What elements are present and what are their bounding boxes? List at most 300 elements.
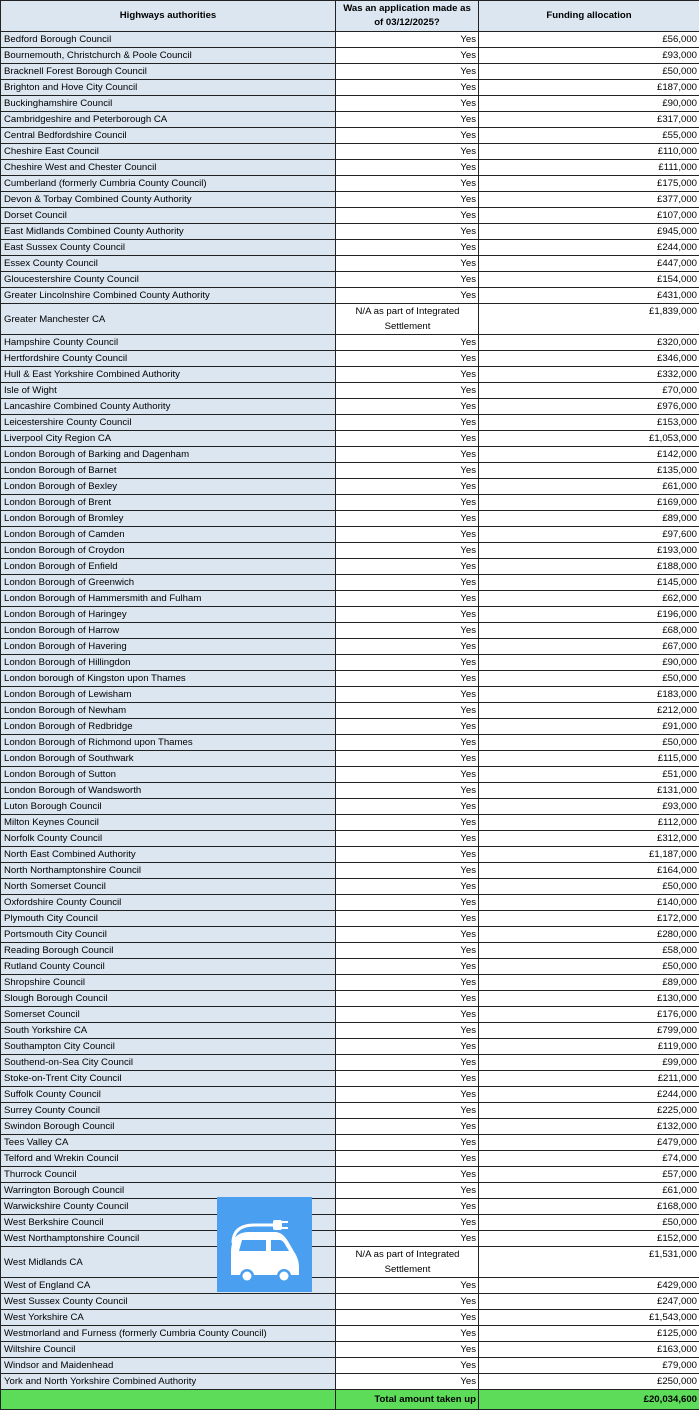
table-row xyxy=(1,1023,699,1039)
application-column-header: Was an application made as of 03/12/2025? xyxy=(336,1,479,32)
funding-amount: £111,000 xyxy=(479,160,699,176)
application-status: Yes xyxy=(336,1151,479,1167)
application-status: Yes xyxy=(336,495,479,511)
funding-amount: £119,000 xyxy=(479,1039,699,1055)
application-status: Yes xyxy=(336,863,479,879)
table-row xyxy=(1,176,699,192)
authority-name: Essex County Council xyxy=(1,256,336,272)
application-status: N/A as part of Integrated Settlement xyxy=(336,304,479,335)
authority-name: Slough Borough Council xyxy=(1,991,336,1007)
table-row xyxy=(1,815,699,831)
total-amount: £20,034,600 xyxy=(479,1390,699,1410)
application-status: Yes xyxy=(336,959,479,975)
table-row xyxy=(1,64,699,80)
authority-name: Cumberland (formerly Cumbria County Council) xyxy=(1,176,336,192)
authority-name: London Borough of Bexley xyxy=(1,479,336,495)
authority-name: London Borough of Greenwich xyxy=(1,575,336,591)
authority-name: London Borough of Harrow xyxy=(1,623,336,639)
table-row xyxy=(1,463,699,479)
authority-name: London Borough of Bromley xyxy=(1,511,336,527)
authority-name: Suffolk County Council xyxy=(1,1087,336,1103)
funding-amount: £225,000 xyxy=(479,1103,699,1119)
table-row xyxy=(1,543,699,559)
funding-amount: £67,000 xyxy=(479,639,699,655)
application-status: Yes xyxy=(336,975,479,991)
table-row xyxy=(1,511,699,527)
authority-name: Devon & Torbay Combined County Authority xyxy=(1,192,336,208)
authority-name: Warrington Borough Council xyxy=(1,1183,336,1199)
funding-amount: £110,000 xyxy=(479,144,699,160)
authority-name: West Berkshire Council xyxy=(1,1215,336,1231)
table-row xyxy=(1,431,699,447)
authority-name: London Borough of Wandsworth xyxy=(1,783,336,799)
application-status: Yes xyxy=(336,176,479,192)
table-row xyxy=(1,1087,699,1103)
table-row xyxy=(1,1103,699,1119)
application-status: Yes xyxy=(336,927,479,943)
authority-name: Liverpool City Region CA xyxy=(1,431,336,447)
table-row xyxy=(1,160,699,176)
table-row xyxy=(1,1183,699,1199)
authority-name: London Borough of Lewisham xyxy=(1,687,336,703)
funding-amount: £317,000 xyxy=(479,112,699,128)
table-row xyxy=(1,415,699,431)
funding-amount: £58,000 xyxy=(479,943,699,959)
table-row xyxy=(1,1151,699,1167)
table-row xyxy=(1,527,699,543)
authority-name: Warwickshire County Council xyxy=(1,1199,336,1215)
application-status: Yes xyxy=(336,511,479,527)
authority-name: Luton Borough Council xyxy=(1,799,336,815)
application-status: Yes xyxy=(336,192,479,208)
authority-name: Shropshire Council xyxy=(1,975,336,991)
authority-name: North East Combined Authority xyxy=(1,847,336,863)
funding-amount: £62,000 xyxy=(479,591,699,607)
application-status: Yes xyxy=(336,1055,479,1071)
funding-amount: £1,543,000 xyxy=(479,1310,699,1326)
authority-name: Lancashire Combined County Authority xyxy=(1,399,336,415)
funding-amount: £90,000 xyxy=(479,96,699,112)
table-row xyxy=(1,831,699,847)
application-status: Yes xyxy=(336,1135,479,1151)
funding-amount: £55,000 xyxy=(479,128,699,144)
authority-name: London Borough of Camden xyxy=(1,527,336,543)
application-status: Yes xyxy=(336,1199,479,1215)
authority-name: London Borough of Sutton xyxy=(1,767,336,783)
application-status: Yes xyxy=(336,80,479,96)
authority-name: Telford and Wrekin Council xyxy=(1,1151,336,1167)
application-status: Yes xyxy=(336,719,479,735)
funding-amount: £79,000 xyxy=(479,1358,699,1374)
authority-name: Rutland County Council xyxy=(1,959,336,975)
table-row xyxy=(1,256,699,272)
funding-amount: £142,000 xyxy=(479,447,699,463)
table-row xyxy=(1,1342,699,1358)
funding-amount: £89,000 xyxy=(479,975,699,991)
funding-amount: £140,000 xyxy=(479,895,699,911)
funding-amount: £112,000 xyxy=(479,815,699,831)
table-row xyxy=(1,1247,699,1278)
authority-name: West Sussex County Council xyxy=(1,1294,336,1310)
application-status: Yes xyxy=(336,831,479,847)
table-row xyxy=(1,559,699,575)
application-status: Yes xyxy=(336,703,479,719)
application-status: Yes xyxy=(336,991,479,1007)
application-status: Yes xyxy=(336,943,479,959)
application-status: Yes xyxy=(336,272,479,288)
application-status: Yes xyxy=(336,1119,479,1135)
table-row xyxy=(1,895,699,911)
table-row xyxy=(1,495,699,511)
authority-name: London Borough of Hammersmith and Fulham xyxy=(1,591,336,607)
table-row xyxy=(1,1039,699,1055)
application-status: Yes xyxy=(336,879,479,895)
application-status: Yes xyxy=(336,1167,479,1183)
application-status: Yes xyxy=(336,463,479,479)
table-row xyxy=(1,240,699,256)
authority-name: London Borough of Southwark xyxy=(1,751,336,767)
funding-amount: £56,000 xyxy=(479,32,699,48)
application-status: Yes xyxy=(336,431,479,447)
funding-amount: £175,000 xyxy=(479,176,699,192)
application-status: Yes xyxy=(336,1310,479,1326)
table-row xyxy=(1,479,699,495)
funding-amount: £244,000 xyxy=(479,1087,699,1103)
table-row xyxy=(1,192,699,208)
application-status: Yes xyxy=(336,847,479,863)
application-status: Yes xyxy=(336,1231,479,1247)
authority-name: London Borough of Hillingdon xyxy=(1,655,336,671)
application-status: Yes xyxy=(336,335,479,351)
table-row xyxy=(1,783,699,799)
application-status: Yes xyxy=(336,607,479,623)
funding-amount: £130,000 xyxy=(479,991,699,1007)
application-status: Yes xyxy=(336,911,479,927)
authority-name: Bournemouth, Christchurch & Poole Council xyxy=(1,48,336,64)
funding-amount: £91,000 xyxy=(479,719,699,735)
application-status: Yes xyxy=(336,1326,479,1342)
funding-amount: £479,000 xyxy=(479,1135,699,1151)
authority-name: Southampton City Council xyxy=(1,1039,336,1055)
funding-amount: £187,000 xyxy=(479,80,699,96)
table-row xyxy=(1,367,699,383)
authority-name: Isle of Wight xyxy=(1,383,336,399)
application-status: Yes xyxy=(336,559,479,575)
funding-amount: £945,000 xyxy=(479,224,699,240)
funding-amount: £280,000 xyxy=(479,927,699,943)
application-status: Yes xyxy=(336,751,479,767)
authority-name: Hertfordshire County Council xyxy=(1,351,336,367)
authority-name: Swindon Borough Council xyxy=(1,1119,336,1135)
authority-name: Surrey County Council xyxy=(1,1103,336,1119)
funding-amount: £50,000 xyxy=(479,64,699,80)
total-label: Total amount taken up xyxy=(336,1390,479,1410)
funding-amount: £115,000 xyxy=(479,751,699,767)
authority-name: Cheshire West and Chester Council xyxy=(1,160,336,176)
application-status: Yes xyxy=(336,527,479,543)
authority-name: London Borough of Haringey xyxy=(1,607,336,623)
application-status: Yes xyxy=(336,1342,479,1358)
funding-amount: £320,000 xyxy=(479,335,699,351)
table-row xyxy=(1,48,699,64)
table-row xyxy=(1,304,699,335)
funding-amount: £99,000 xyxy=(479,1055,699,1071)
application-status: Yes xyxy=(336,591,479,607)
application-status: Yes xyxy=(336,1023,479,1039)
application-status: Yes xyxy=(336,256,479,272)
funding-amount: £431,000 xyxy=(479,288,699,304)
authority-name: London Borough of Enfield xyxy=(1,559,336,575)
application-status: Yes xyxy=(336,1278,479,1294)
funding-amount: £154,000 xyxy=(479,272,699,288)
application-status: Yes xyxy=(336,799,479,815)
authority-name: Portsmouth City Council xyxy=(1,927,336,943)
table-row xyxy=(1,144,699,160)
funding-amount: £976,000 xyxy=(479,399,699,415)
application-status: Yes xyxy=(336,1358,479,1374)
application-status: Yes xyxy=(336,1007,479,1023)
application-status: Yes xyxy=(336,783,479,799)
table-row xyxy=(1,351,699,367)
table-row xyxy=(1,591,699,607)
table-row xyxy=(1,655,699,671)
authority-name: Milton Keynes Council xyxy=(1,815,336,831)
table-row xyxy=(1,943,699,959)
authority-name: Thurrock Council xyxy=(1,1167,336,1183)
electric-car-icon xyxy=(217,1197,312,1292)
application-status: Yes xyxy=(336,64,479,80)
authority-name: West Midlands CA xyxy=(1,1247,336,1278)
funding-amount: £1,187,000 xyxy=(479,847,699,863)
authority-name: South Yorkshire CA xyxy=(1,1023,336,1039)
funding-amount: £50,000 xyxy=(479,671,699,687)
funding-amount: £50,000 xyxy=(479,735,699,751)
application-status: Yes xyxy=(336,224,479,240)
funding-amount: £188,000 xyxy=(479,559,699,575)
authority-name: Dorset Council xyxy=(1,208,336,224)
authority-name: Hull & East Yorkshire Combined Authority xyxy=(1,367,336,383)
table-row xyxy=(1,447,699,463)
application-status: Yes xyxy=(336,687,479,703)
authority-name: Gloucestershire County Council xyxy=(1,272,336,288)
funding-amount: £131,000 xyxy=(479,783,699,799)
authority-name: York and North Yorkshire Combined Authority xyxy=(1,1374,336,1390)
funding-amount: £135,000 xyxy=(479,463,699,479)
authority-name: London Borough of Havering xyxy=(1,639,336,655)
table-row xyxy=(1,1135,699,1151)
table-row xyxy=(1,32,699,48)
funding-amount: £312,000 xyxy=(479,831,699,847)
authority-name: Somerset Council xyxy=(1,1007,336,1023)
funding-amount: £90,000 xyxy=(479,655,699,671)
application-status: Yes xyxy=(336,1039,479,1055)
funding-amount: £61,000 xyxy=(479,479,699,495)
funding-amount: £164,000 xyxy=(479,863,699,879)
application-status: Yes xyxy=(336,479,479,495)
funding-amount: £132,000 xyxy=(479,1119,699,1135)
funding-amount: £211,000 xyxy=(479,1071,699,1087)
table-row xyxy=(1,639,699,655)
funding-amount: £247,000 xyxy=(479,1294,699,1310)
authority-name: Southend-on-Sea City Council xyxy=(1,1055,336,1071)
authority-name: Plymouth City Council xyxy=(1,911,336,927)
table-row xyxy=(1,879,699,895)
table-row xyxy=(1,1215,699,1231)
table-row xyxy=(1,80,699,96)
table-row xyxy=(1,335,699,351)
table-row xyxy=(1,1167,699,1183)
authority-name: Greater Lincolnshire Combined County Authority xyxy=(1,288,336,304)
application-status: Yes xyxy=(336,895,479,911)
authority-name: Windsor and Maidenhead xyxy=(1,1358,336,1374)
application-status: Yes xyxy=(336,367,479,383)
funding-amount: £332,000 xyxy=(479,367,699,383)
funding-amount: £153,000 xyxy=(479,415,699,431)
authority-name: Bedford Borough Council xyxy=(1,32,336,48)
table-row xyxy=(1,1374,699,1390)
table-row xyxy=(1,927,699,943)
funding-amount: £172,000 xyxy=(479,911,699,927)
application-status: Yes xyxy=(336,399,479,415)
funding-amount: £250,000 xyxy=(479,1374,699,1390)
table-row xyxy=(1,208,699,224)
table-row xyxy=(1,911,699,927)
authority-name: Cheshire East Council xyxy=(1,144,336,160)
funding-amount: £447,000 xyxy=(479,256,699,272)
funding-amount: £57,000 xyxy=(479,1167,699,1183)
authority-name: Westmorland and Furness (formerly Cumbria County Council) xyxy=(1,1326,336,1342)
header-row xyxy=(1,1,699,32)
funding-amount: £74,000 xyxy=(479,1151,699,1167)
table-row xyxy=(1,1294,699,1310)
application-status: Yes xyxy=(336,128,479,144)
table-row xyxy=(1,735,699,751)
total-row xyxy=(1,1390,699,1410)
authority-name: Central Bedfordshire Council xyxy=(1,128,336,144)
funding-amount: £1,839,000 xyxy=(479,304,699,335)
authority-name: West Yorkshire CA xyxy=(1,1310,336,1326)
table-row xyxy=(1,847,699,863)
application-status: Yes xyxy=(336,415,479,431)
funding-amount: £176,000 xyxy=(479,1007,699,1023)
authority-name: Brighton and Hove City Council xyxy=(1,80,336,96)
application-status: Yes xyxy=(336,351,479,367)
funding-amount: £61,000 xyxy=(479,1183,699,1199)
authority-name: West of England CA xyxy=(1,1278,336,1294)
table-row xyxy=(1,1007,699,1023)
application-status: Yes xyxy=(336,767,479,783)
table-row xyxy=(1,767,699,783)
table-row xyxy=(1,272,699,288)
authority-name: London Borough of Brent xyxy=(1,495,336,511)
funding-amount: £196,000 xyxy=(479,607,699,623)
application-status: Yes xyxy=(336,735,479,751)
table-row xyxy=(1,112,699,128)
funding-amount: £212,000 xyxy=(479,703,699,719)
application-status: Yes xyxy=(336,655,479,671)
authority-column-header: Highways authorities xyxy=(1,1,336,32)
table-row xyxy=(1,671,699,687)
funding-amount: £169,000 xyxy=(479,495,699,511)
application-status: Yes xyxy=(336,1071,479,1087)
funding-column-header: Funding allocation xyxy=(479,1,699,32)
table-row xyxy=(1,1055,699,1071)
authority-name: Greater Manchester CA xyxy=(1,304,336,335)
application-status: Yes xyxy=(336,1183,479,1199)
application-status: Yes xyxy=(336,1215,479,1231)
application-status: Yes xyxy=(336,1087,479,1103)
application-status: Yes xyxy=(336,208,479,224)
application-status: Yes xyxy=(336,543,479,559)
funding-amount: £145,000 xyxy=(479,575,699,591)
application-status: Yes xyxy=(336,447,479,463)
authority-name: Buckinghamshire Council xyxy=(1,96,336,112)
funding-amount: £1,531,000 xyxy=(479,1247,699,1278)
authority-name: Leicestershire County Council xyxy=(1,415,336,431)
authority-name: Cambridgeshire and Peterborough CA xyxy=(1,112,336,128)
funding-amount: £93,000 xyxy=(479,48,699,64)
authority-name: London Borough of Newham xyxy=(1,703,336,719)
table-row xyxy=(1,623,699,639)
table-row xyxy=(1,288,699,304)
table-row xyxy=(1,1231,699,1247)
application-status: Yes xyxy=(336,288,479,304)
table-row xyxy=(1,1119,699,1135)
authority-name: North Northamptonshire Council xyxy=(1,863,336,879)
funding-amount: £244,000 xyxy=(479,240,699,256)
authority-name: Hampshire County Council xyxy=(1,335,336,351)
application-status: Yes xyxy=(336,1103,479,1119)
authority-name: Norfolk County Council xyxy=(1,831,336,847)
table-row xyxy=(1,1358,699,1374)
table-row xyxy=(1,1071,699,1087)
authority-name: East Midlands Combined County Authority xyxy=(1,224,336,240)
authority-name: Stoke-on-Trent City Council xyxy=(1,1071,336,1087)
funding-amount: £1,053,000 xyxy=(479,431,699,447)
authority-name: Wiltshire Council xyxy=(1,1342,336,1358)
table-row xyxy=(1,399,699,415)
table-row xyxy=(1,224,699,240)
table-row xyxy=(1,1310,699,1326)
application-status: Yes xyxy=(336,240,479,256)
application-status: Yes xyxy=(336,1294,479,1310)
application-status: Yes xyxy=(336,575,479,591)
authority-name: Tees Valley CA xyxy=(1,1135,336,1151)
table-row xyxy=(1,751,699,767)
funding-amount: £193,000 xyxy=(479,543,699,559)
table-row xyxy=(1,607,699,623)
authority-name: London Borough of Barking and Dagenham xyxy=(1,447,336,463)
application-status: Yes xyxy=(336,112,479,128)
funding-amount: £93,000 xyxy=(479,799,699,815)
funding-amount: £346,000 xyxy=(479,351,699,367)
authority-name: London Borough of Richmond upon Thames xyxy=(1,735,336,751)
table-row xyxy=(1,128,699,144)
table-row xyxy=(1,1278,699,1294)
application-status: N/A as part of Integrated Settlement xyxy=(336,1247,479,1278)
funding-amount: £68,000 xyxy=(479,623,699,639)
funding-amount: £152,000 xyxy=(479,1231,699,1247)
funding-amount: £107,000 xyxy=(479,208,699,224)
table-body xyxy=(1,32,699,1390)
authority-name: North Somerset Council xyxy=(1,879,336,895)
funding-amount: £429,000 xyxy=(479,1278,699,1294)
application-status: Yes xyxy=(336,671,479,687)
application-status: Yes xyxy=(336,144,479,160)
funding-amount: £377,000 xyxy=(479,192,699,208)
funding-amount: £51,000 xyxy=(479,767,699,783)
table-row xyxy=(1,1326,699,1342)
